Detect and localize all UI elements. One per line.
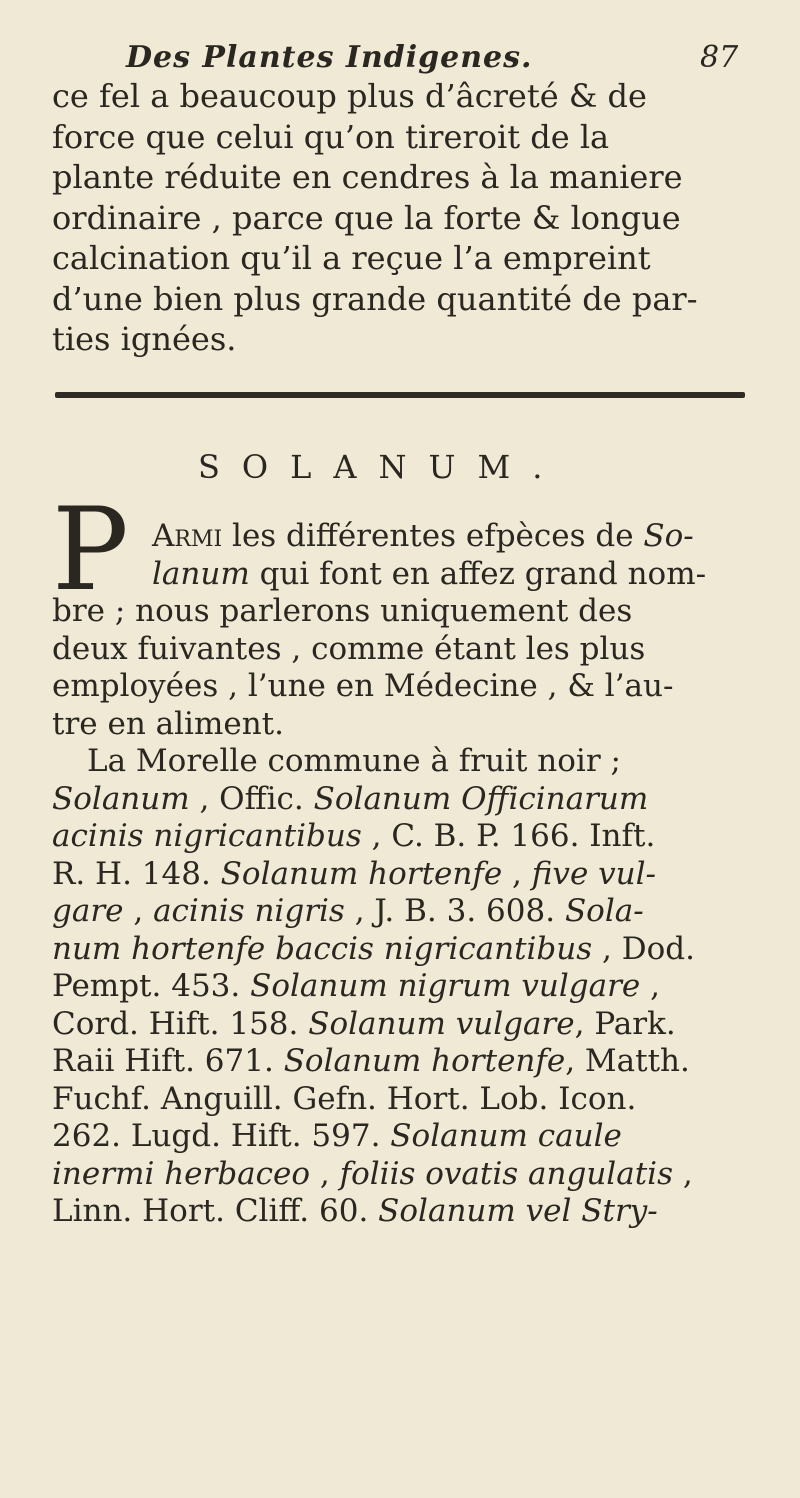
drop-cap: P bbox=[52, 483, 129, 616]
text-line: La Morelle commune à fruit noir ; bbox=[87, 743, 621, 779]
text-line bbox=[52, 1156, 752, 1194]
paragraph-solanum bbox=[52, 518, 752, 1231]
italic-text: Solanum bbox=[52, 780, 190, 817]
text-run: Raii Hift. 671. bbox=[52, 1043, 284, 1079]
text-line bbox=[52, 1006, 752, 1044]
text-run: R. H. 148. bbox=[52, 855, 221, 892]
text-line bbox=[52, 518, 752, 556]
text-line bbox=[52, 856, 752, 894]
text-line bbox=[52, 968, 752, 1006]
small-caps-text: Armi bbox=[152, 518, 223, 554]
text-line bbox=[52, 931, 752, 969]
italic-text: num hortenfe baccis nigricantibus bbox=[52, 930, 593, 967]
section-title: SOLANUM. bbox=[198, 448, 565, 486]
text-line bbox=[52, 893, 752, 931]
italic-text: lanum bbox=[152, 555, 250, 592]
italic-text: Solanum vel Stry- bbox=[378, 1193, 658, 1229]
italic-text: inermi herbaceo bbox=[52, 1155, 311, 1192]
italic-text: Solanum Officinarum bbox=[313, 780, 649, 817]
text-run: les différentes efpèces de bbox=[222, 518, 644, 554]
text-line bbox=[52, 818, 752, 856]
text-run: qui font en affez grand nom- bbox=[249, 555, 707, 592]
italic-text: Solanum caule bbox=[390, 1118, 622, 1154]
page-number: 87 bbox=[700, 40, 739, 75]
text-run: Linn. Hort. Cliff. 60. bbox=[52, 1193, 379, 1229]
text-run: , Matth. bbox=[565, 1043, 690, 1079]
running-header: Des Plantes Indigenes. bbox=[126, 40, 533, 75]
text-line: Fuchf. Anguill. Gefn. Hort. Lob. Icon. bbox=[52, 1080, 637, 1117]
text-line bbox=[52, 781, 752, 819]
text-line: plante réduite en cendres à la maniere bbox=[52, 158, 683, 196]
text-line: calcination qu’il a reçue l’a empreint bbox=[52, 239, 651, 277]
italic-text: Solanum hortenfe bbox=[220, 855, 503, 892]
text-line: ce fel a beaucoup plus d’âcreté & de bbox=[52, 77, 647, 115]
text-run: , Park. bbox=[574, 1005, 676, 1042]
italic-text: Sola- bbox=[564, 893, 644, 929]
text-line: force que celui qu’on tireroit de la bbox=[52, 117, 610, 156]
italic-text: acinis nigris bbox=[153, 893, 345, 929]
text-run: , Offic. bbox=[189, 780, 314, 817]
section-divider-rule bbox=[55, 392, 745, 398]
text-line bbox=[52, 1193, 752, 1231]
text-run: , bbox=[310, 1155, 340, 1192]
italic-text: Solanum vulgare bbox=[308, 1005, 575, 1042]
text-run: , bbox=[640, 968, 660, 1004]
text-run: , bbox=[123, 893, 154, 929]
text-line: ordinaire , parce que la forte & longue bbox=[52, 198, 681, 237]
text-line bbox=[52, 1118, 752, 1156]
italic-text: gare bbox=[52, 893, 124, 929]
text-run: Cord. Hift. 158. bbox=[52, 1005, 309, 1042]
text-run: , C. B. P. 166. Inft. bbox=[361, 818, 656, 854]
text-line: ties ignées. bbox=[52, 320, 237, 358]
italic-text: five vul- bbox=[531, 855, 657, 892]
text-run: Pempt. 453. bbox=[52, 968, 251, 1004]
text-line: deux fuivantes , comme étant les plus bbox=[52, 630, 646, 667]
text-run: , bbox=[502, 855, 532, 892]
text-line: bre ; nous parlerons uniquement des bbox=[52, 593, 633, 629]
italic-text: acinis nigricantibus bbox=[52, 818, 362, 854]
text-line bbox=[52, 556, 752, 594]
text-line: tre en aliment. bbox=[52, 705, 284, 742]
italic-text: foliis ovatis angulatis bbox=[339, 1155, 673, 1192]
text-run: , bbox=[672, 1155, 693, 1192]
text-line: employées , l’une en Médecine , & l’au- bbox=[52, 668, 674, 704]
italic-text: Solanum nigrum vulgare bbox=[250, 968, 641, 1004]
italic-text: Solanum hortenfe bbox=[283, 1043, 566, 1079]
text-run: 262. Lugd. Hift. 597. bbox=[52, 1118, 391, 1154]
text-run: , Dod. bbox=[592, 930, 695, 967]
text-line bbox=[52, 1043, 752, 1081]
text-run: , J. B. 3. 608. bbox=[344, 893, 565, 929]
paragraph-calcination bbox=[52, 76, 752, 360]
italic-text: So- bbox=[643, 518, 694, 554]
text-line: d’une bien plus grande quantité de par- bbox=[52, 279, 698, 318]
